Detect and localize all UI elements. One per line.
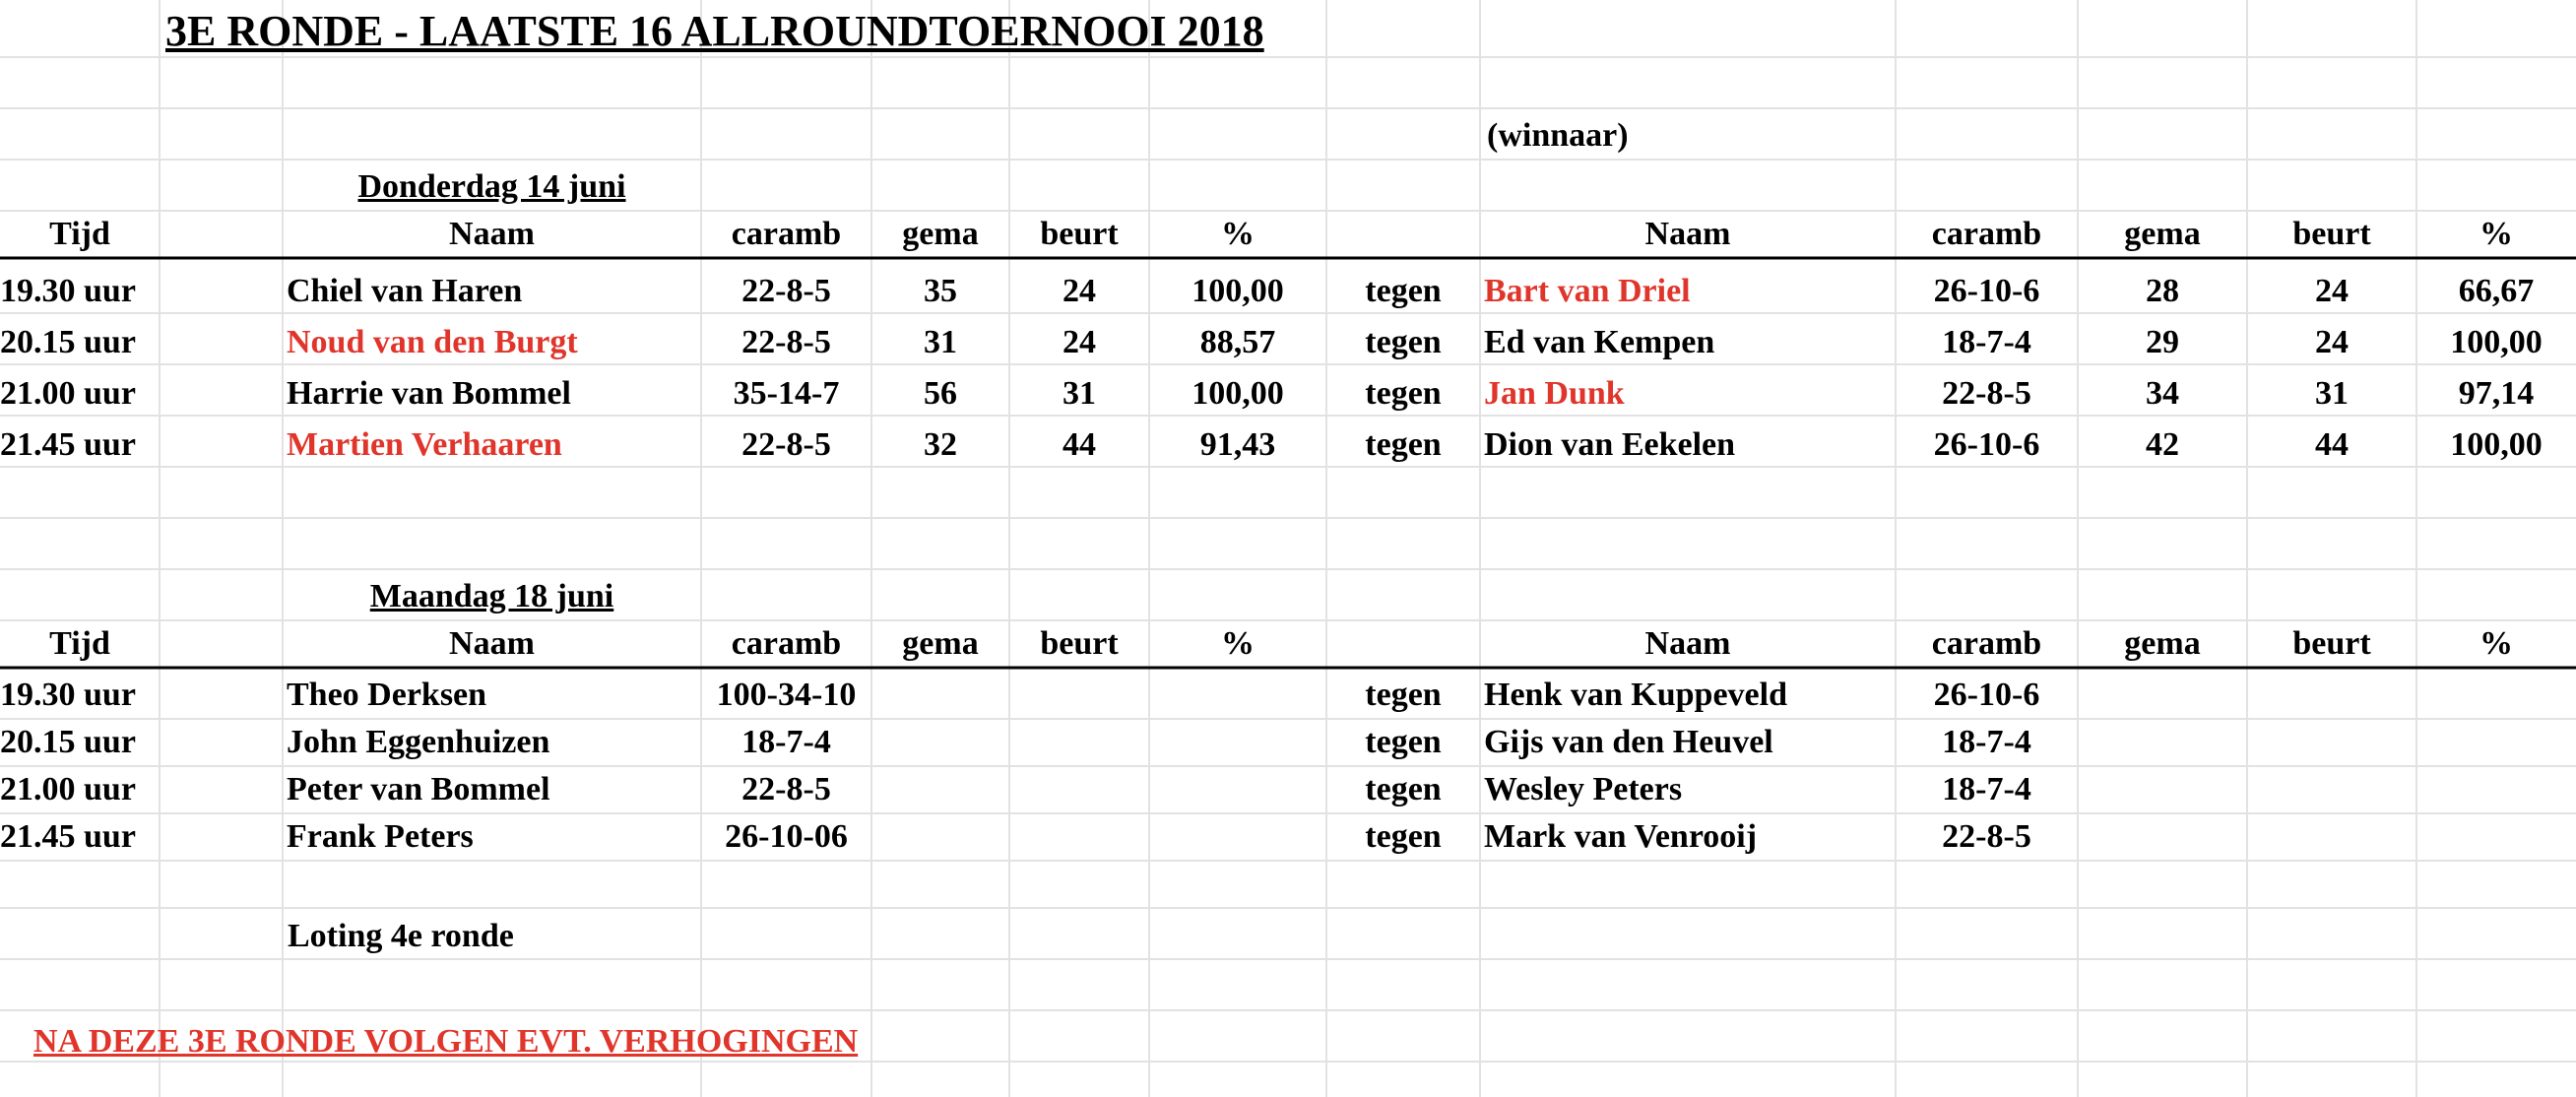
col-header-gema: gema (902, 625, 979, 662)
col-header-beurt: beurt (1040, 625, 1119, 662)
player2-name: Dion van Eekelen (1484, 426, 1736, 463)
player2-beurt (2247, 719, 2416, 766)
col-header-gema-2: gema (2124, 216, 2201, 252)
col-header-pct: % (1221, 216, 1255, 252)
player1-name: Frank Peters (287, 818, 474, 855)
vs-label: tegen (1365, 426, 1442, 463)
player2-caramb: 22-8-5 (1942, 818, 2031, 855)
col-header-naam-2: Naam (1644, 216, 1731, 252)
player1-beurt: 31 (1063, 375, 1096, 412)
player1-name: Martien Verhaaren (287, 426, 562, 463)
player1-caramb: 100-34-10 (716, 677, 857, 713)
match-time: 19.30 uur (0, 273, 136, 309)
player1-pct (1149, 719, 1326, 766)
player2-pct: 100,00 (2450, 324, 2543, 360)
player1-name: Harrie van Bommel (287, 375, 571, 412)
player1-caramb: 22-8-5 (741, 273, 831, 309)
player2-beurt: 44 (2315, 426, 2349, 463)
col-header-caramb-2: caramb (1931, 216, 2042, 252)
player1-pct (1149, 672, 1326, 719)
player2-name: Jan Dunk (1484, 375, 1625, 412)
col-header-pct: % (1221, 625, 1255, 662)
player1-caramb: 22-8-5 (741, 426, 831, 463)
player1-pct: 88,57 (1199, 324, 1276, 360)
player2-pct (2416, 719, 2576, 766)
col-header-caramb: caramb (731, 625, 842, 662)
match-time: 19.30 uur (0, 677, 136, 713)
player2-pct: 66,67 (2458, 273, 2535, 309)
col-header-naam: Naam (449, 625, 535, 662)
player1-gema (871, 766, 1009, 813)
player2-pct: 97,14 (2458, 375, 2535, 412)
col-header-tijd: Tijd (49, 216, 110, 252)
player1-name: Noud van den Burgt (287, 324, 578, 360)
player2-pct (2416, 672, 2576, 719)
vs-label: tegen (1365, 724, 1442, 760)
player2-gema: 42 (2146, 426, 2179, 463)
player1-caramb: 22-8-5 (741, 324, 831, 360)
player1-name: John Eggenhuizen (287, 724, 550, 760)
col-header-gema: gema (902, 216, 979, 252)
player1-caramb: 35-14-7 (733, 375, 840, 412)
player2-name: Mark van Venrooij (1484, 818, 1758, 855)
player1-pct: 100,00 (1191, 375, 1284, 412)
match-time: 21.00 uur (0, 375, 136, 412)
col-header-beurt-2: beurt (2292, 216, 2371, 252)
player1-pct: 91,43 (1199, 426, 1276, 463)
player2-caramb: 18-7-4 (1942, 324, 2031, 360)
player1-caramb: 18-7-4 (741, 724, 831, 760)
sheet-title: 3E RONDE - LAATSTE 16 ALLROUNDTOERNOOI 2018 (165, 7, 1264, 55)
player1-gema: 56 (924, 375, 957, 412)
player2-beurt (2247, 813, 2416, 861)
vs-label: tegen (1365, 677, 1442, 713)
footer-note: NA DEZE 3E RONDE VOLGEN EVT. VERHOGINGEN (33, 1023, 859, 1060)
draw-note: Loting 4e ronde (288, 918, 514, 954)
player2-name: Henk van Kuppeveld (1484, 677, 1787, 713)
winner-note: (winnaar) (1487, 117, 1629, 154)
player2-gema: 29 (2146, 324, 2179, 360)
col-header-pct-2: % (2479, 625, 2513, 662)
vs-label: tegen (1365, 818, 1442, 855)
player1-name: Chiel van Haren (287, 273, 523, 309)
match-time: 21.00 uur (0, 771, 136, 807)
player2-gema (2078, 672, 2247, 719)
player1-name: Peter van Bommel (287, 771, 550, 807)
player2-caramb: 18-7-4 (1942, 724, 2031, 760)
vs-label: tegen (1365, 324, 1442, 360)
player2-pct (2416, 813, 2576, 861)
player1-gema (871, 719, 1009, 766)
player2-caramb: 22-8-5 (1942, 375, 2031, 412)
player1-beurt (1009, 719, 1149, 766)
col-header-naam: Naam (449, 216, 535, 252)
col-header-naam-2: Naam (1644, 625, 1731, 662)
player1-beurt (1009, 766, 1149, 813)
player1-beurt: 44 (1063, 426, 1096, 463)
player1-beurt: 24 (1063, 273, 1096, 309)
match-time: 20.15 uur (0, 324, 136, 360)
player1-caramb: 22-8-5 (741, 771, 831, 807)
day-heading: Donderdag 14 juni (357, 168, 626, 205)
col-header-caramb: caramb (731, 216, 842, 252)
day-heading: Maandag 18 juni (369, 578, 614, 614)
player2-beurt: 31 (2315, 375, 2349, 412)
vs-label: tegen (1365, 771, 1442, 807)
player2-name: Ed van Kempen (1484, 324, 1715, 360)
player1-beurt (1009, 813, 1149, 861)
player2-pct: 100,00 (2450, 426, 2543, 463)
player2-caramb: 18-7-4 (1942, 771, 2031, 807)
player2-beurt (2247, 672, 2416, 719)
match-time: 21.45 uur (0, 818, 136, 855)
player2-gema: 28 (2146, 273, 2179, 309)
player2-gema (2078, 719, 2247, 766)
player2-beurt: 24 (2315, 273, 2349, 309)
col-header-pct-2: % (2479, 216, 2513, 252)
player1-pct: 100,00 (1191, 273, 1284, 309)
player1-gema: 35 (924, 273, 957, 309)
vs-label: tegen (1365, 375, 1442, 412)
player1-gema: 32 (924, 426, 957, 463)
player2-name: Bart van Driel (1484, 273, 1691, 309)
vs-label: tegen (1365, 273, 1442, 309)
player2-gema (2078, 766, 2247, 813)
player1-caramb: 26-10-06 (725, 818, 848, 855)
col-header-beurt: beurt (1040, 216, 1119, 252)
player1-gema (871, 813, 1009, 861)
player2-caramb: 26-10-6 (1933, 273, 2040, 309)
player1-pct (1149, 813, 1326, 861)
col-header-beurt-2: beurt (2292, 625, 2371, 662)
player2-beurt (2247, 766, 2416, 813)
player1-gema: 31 (924, 324, 957, 360)
player2-gema: 34 (2146, 375, 2179, 412)
player2-name: Wesley Peters (1484, 771, 1683, 807)
player1-name: Theo Derksen (287, 677, 487, 713)
player2-caramb: 26-10-6 (1933, 426, 2040, 463)
player2-pct (2416, 766, 2576, 813)
player1-beurt: 24 (1063, 324, 1096, 360)
player2-beurt: 24 (2315, 324, 2349, 360)
col-header-tijd: Tijd (49, 625, 110, 662)
match-time: 20.15 uur (0, 724, 136, 760)
match-time: 21.45 uur (0, 426, 136, 463)
player1-gema (871, 672, 1009, 719)
player1-pct (1149, 766, 1326, 813)
player1-beurt (1009, 672, 1149, 719)
col-header-gema-2: gema (2124, 625, 2201, 662)
player2-caramb: 26-10-6 (1933, 677, 2040, 713)
player2-gema (2078, 813, 2247, 861)
player2-name: Gijs van den Heuvel (1484, 724, 1773, 760)
col-header-caramb-2: caramb (1931, 625, 2042, 662)
